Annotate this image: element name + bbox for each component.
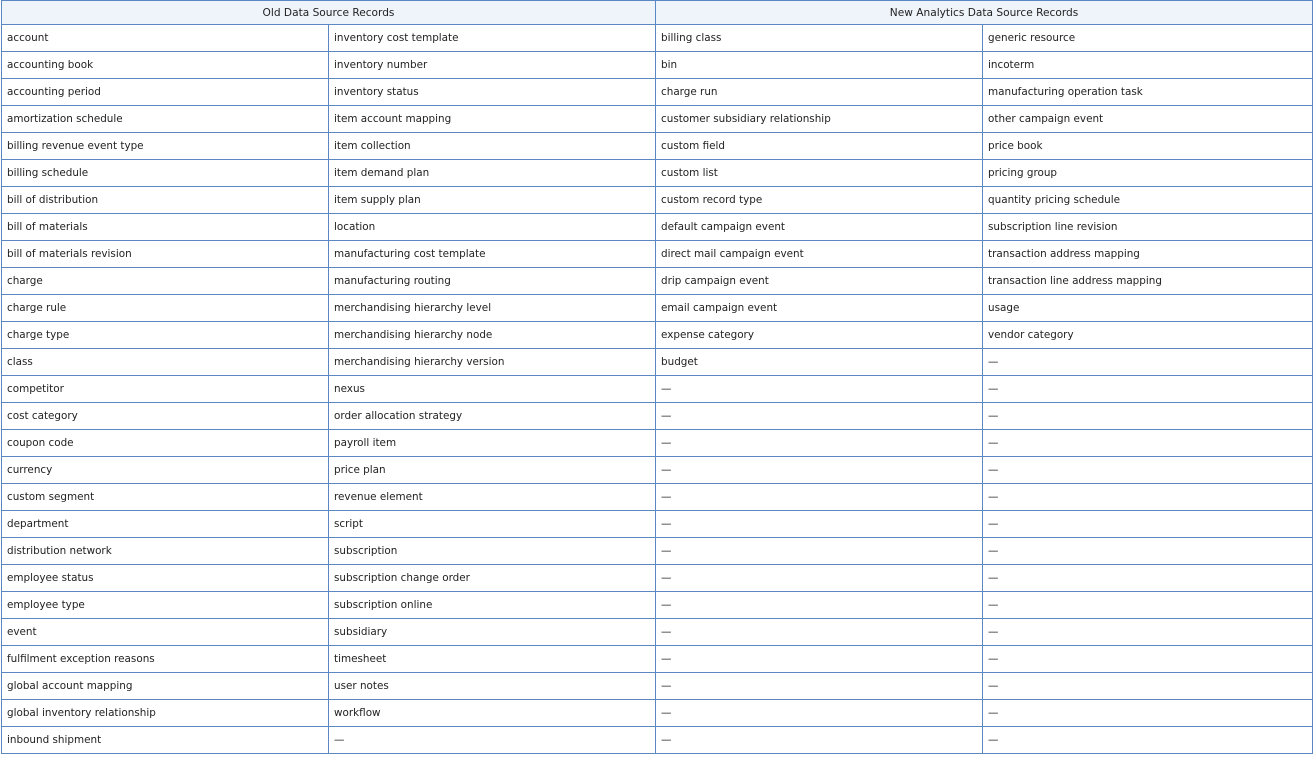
table-cell-old-records-col-2: manufacturing cost template — [329, 241, 656, 268]
table-cell-old-records-col-1: employee type — [2, 592, 329, 619]
table-cell-new-records-col-1: billing class — [656, 25, 983, 52]
records-table — [1, 0, 1313, 754]
table-row — [2, 295, 1313, 322]
table-cell-old-records-col-2: revenue element — [329, 484, 656, 511]
table-cell-old-records-col-1: global inventory relationship — [2, 700, 329, 727]
table-cell-old-records-col-2: subscription online — [329, 592, 656, 619]
table-cell-old-records-col-1: amortization schedule — [2, 106, 329, 133]
table-row — [2, 106, 1313, 133]
table-cell-new-records-col-2: — — [983, 484, 1313, 511]
table-cell-old-records-col-1: custom segment — [2, 484, 329, 511]
table-row — [2, 592, 1313, 619]
table-row — [2, 52, 1313, 79]
table-cell-new-records-col-2: — — [983, 376, 1313, 403]
table-cell-new-records-col-2: usage — [983, 295, 1313, 322]
table-row — [2, 403, 1313, 430]
table-cell-new-records-col-2: — — [983, 646, 1313, 673]
table-cell-new-records-col-1: custom list — [656, 160, 983, 187]
table-cell-new-records-col-1: drip campaign event — [656, 268, 983, 295]
table-cell-new-records-col-2: vendor category — [983, 322, 1313, 349]
table-cell-old-records-col-2: subscription — [329, 538, 656, 565]
table-row — [2, 511, 1313, 538]
table-row — [2, 25, 1313, 52]
table-cell-new-records-col-2: transaction line address mapping — [983, 268, 1313, 295]
table-cell-new-records-col-2: transaction address mapping — [983, 241, 1313, 268]
table-cell-old-records-col-2: manufacturing routing — [329, 268, 656, 295]
table-cell-old-records-col-1: cost category — [2, 403, 329, 430]
table-cell-old-records-col-1: charge rule — [2, 295, 329, 322]
table-cell-old-records-col-1: accounting book — [2, 52, 329, 79]
table-cell-old-records-col-1: distribution network — [2, 538, 329, 565]
table-cell-old-records-col-2: inventory status — [329, 79, 656, 106]
table-cell-old-records-col-1: bill of materials — [2, 214, 329, 241]
table-cell-new-records-col-1: — — [656, 403, 983, 430]
table-cell-old-records-col-2: item collection — [329, 133, 656, 160]
table-cell-old-records-col-1: class — [2, 349, 329, 376]
table-cell-new-records-col-2: — — [983, 457, 1313, 484]
table-cell-new-records-col-2: — — [983, 538, 1313, 565]
table-cell-new-records-col-1: email campaign event — [656, 295, 983, 322]
table-row — [2, 538, 1313, 565]
table-cell-old-records-col-1: accounting period — [2, 79, 329, 106]
table-cell-old-records-col-1: currency — [2, 457, 329, 484]
table-cell-new-records-col-2: — — [983, 592, 1313, 619]
table-row — [2, 430, 1313, 457]
header-row — [2, 1, 1313, 25]
table-cell-old-records-col-1: charge type — [2, 322, 329, 349]
table-row — [2, 646, 1313, 673]
header-old-data-source-records: Old Data Source Records — [2, 1, 656, 25]
table-cell-new-records-col-2: — — [983, 403, 1313, 430]
table-cell-old-records-col-1: bill of distribution — [2, 187, 329, 214]
table-cell-new-records-col-2: — — [983, 349, 1313, 376]
table-row — [2, 160, 1313, 187]
table-cell-new-records-col-2: — — [983, 700, 1313, 727]
table-cell-new-records-col-1: bin — [656, 52, 983, 79]
table-cell-old-records-col-2: item account mapping — [329, 106, 656, 133]
table-cell-old-records-col-2: location — [329, 214, 656, 241]
table-cell-old-records-col-1: employee status — [2, 565, 329, 592]
table-cell-new-records-col-2: quantity pricing schedule — [983, 187, 1313, 214]
table-cell-new-records-col-1: — — [656, 619, 983, 646]
table-cell-new-records-col-1: direct mail campaign event — [656, 241, 983, 268]
table-cell-old-records-col-2: nexus — [329, 376, 656, 403]
table-row — [2, 349, 1313, 376]
table-cell-new-records-col-2: price book — [983, 133, 1313, 160]
table-cell-old-records-col-1: billing schedule — [2, 160, 329, 187]
table-row — [2, 484, 1313, 511]
table-cell-new-records-col-1: — — [656, 673, 983, 700]
table-cell-old-records-col-1: bill of materials revision — [2, 241, 329, 268]
table-cell-old-records-col-1: global account mapping — [2, 673, 329, 700]
table-cell-new-records-col-1: — — [656, 565, 983, 592]
table-row — [2, 133, 1313, 160]
table-row — [2, 673, 1313, 700]
table-cell-new-records-col-1: default campaign event — [656, 214, 983, 241]
table-cell-new-records-col-2: — — [983, 619, 1313, 646]
table-cell-new-records-col-1: — — [656, 700, 983, 727]
table-cell-old-records-col-2: merchandising hierarchy level — [329, 295, 656, 322]
table-cell-old-records-col-2: workflow — [329, 700, 656, 727]
table-cell-new-records-col-1: — — [656, 376, 983, 403]
table-row — [2, 619, 1313, 646]
header-new-analytics-data-source-records: New Analytics Data Source Records — [656, 1, 1313, 25]
table-cell-new-records-col-2: generic resource — [983, 25, 1313, 52]
table-cell-new-records-col-1: customer subsidiary relationship — [656, 106, 983, 133]
table-cell-old-records-col-2: subscription change order — [329, 565, 656, 592]
table-row — [2, 79, 1313, 106]
table-cell-old-records-col-2: item demand plan — [329, 160, 656, 187]
table-cell-new-records-col-1: — — [656, 511, 983, 538]
table-cell-old-records-col-1: event — [2, 619, 329, 646]
table-cell-new-records-col-1: charge run — [656, 79, 983, 106]
table-row — [2, 268, 1313, 295]
table-cell-old-records-col-1: competitor — [2, 376, 329, 403]
table-cell-new-records-col-1: custom record type — [656, 187, 983, 214]
table-cell-new-records-col-2: — — [983, 565, 1313, 592]
table-cell-old-records-col-2: order allocation strategy — [329, 403, 656, 430]
table-cell-old-records-col-2: — — [329, 727, 656, 754]
table-cell-new-records-col-2: pricing group — [983, 160, 1313, 187]
table-cell-new-records-col-1: — — [656, 727, 983, 754]
table-cell-new-records-col-2: — — [983, 430, 1313, 457]
table-cell-old-records-col-1: charge — [2, 268, 329, 295]
table-cell-new-records-col-2: — — [983, 511, 1313, 538]
table-cell-new-records-col-2: incoterm — [983, 52, 1313, 79]
table-cell-new-records-col-1: expense category — [656, 322, 983, 349]
table-cell-new-records-col-1: — — [656, 538, 983, 565]
table-row — [2, 214, 1313, 241]
table-header — [2, 1, 1313, 25]
table-cell-old-records-col-2: subsidiary — [329, 619, 656, 646]
table-row — [2, 376, 1313, 403]
table-row — [2, 727, 1313, 754]
table-cell-old-records-col-2: inventory number — [329, 52, 656, 79]
table-cell-old-records-col-1: billing revenue event type — [2, 133, 329, 160]
table-cell-old-records-col-1: fulfilment exception reasons — [2, 646, 329, 673]
table-row — [2, 700, 1313, 727]
table-cell-old-records-col-2: inventory cost template — [329, 25, 656, 52]
table-cell-new-records-col-1: budget — [656, 349, 983, 376]
table-row — [2, 241, 1313, 268]
table-cell-old-records-col-2: payroll item — [329, 430, 656, 457]
table-cell-old-records-col-1: inbound shipment — [2, 727, 329, 754]
table-cell-new-records-col-2: subscription line revision — [983, 214, 1313, 241]
table-row — [2, 565, 1313, 592]
table-row — [2, 457, 1313, 484]
table-row — [2, 322, 1313, 349]
table-row — [2, 187, 1313, 214]
table-cell-old-records-col-2: item supply plan — [329, 187, 656, 214]
table-cell-old-records-col-2: script — [329, 511, 656, 538]
table-cell-new-records-col-1: — — [656, 457, 983, 484]
table-cell-new-records-col-2: — — [983, 727, 1313, 754]
table-cell-old-records-col-1: coupon code — [2, 430, 329, 457]
table-cell-new-records-col-1: — — [656, 646, 983, 673]
table-cell-old-records-col-1: department — [2, 511, 329, 538]
table-body — [2, 25, 1313, 754]
table-cell-new-records-col-2: other campaign event — [983, 106, 1313, 133]
table-cell-new-records-col-1: — — [656, 430, 983, 457]
table-cell-new-records-col-1: — — [656, 484, 983, 511]
table-cell-old-records-col-2: price plan — [329, 457, 656, 484]
table-cell-new-records-col-2: — — [983, 673, 1313, 700]
table-cell-old-records-col-2: merchandising hierarchy node — [329, 322, 656, 349]
table-cell-old-records-col-1: account — [2, 25, 329, 52]
table-cell-old-records-col-2: merchandising hierarchy version — [329, 349, 656, 376]
table-cell-new-records-col-1: custom field — [656, 133, 983, 160]
table-cell-old-records-col-2: timesheet — [329, 646, 656, 673]
table-cell-new-records-col-2: manufacturing operation task — [983, 79, 1313, 106]
table-cell-old-records-col-2: user notes — [329, 673, 656, 700]
table-cell-new-records-col-1: — — [656, 592, 983, 619]
